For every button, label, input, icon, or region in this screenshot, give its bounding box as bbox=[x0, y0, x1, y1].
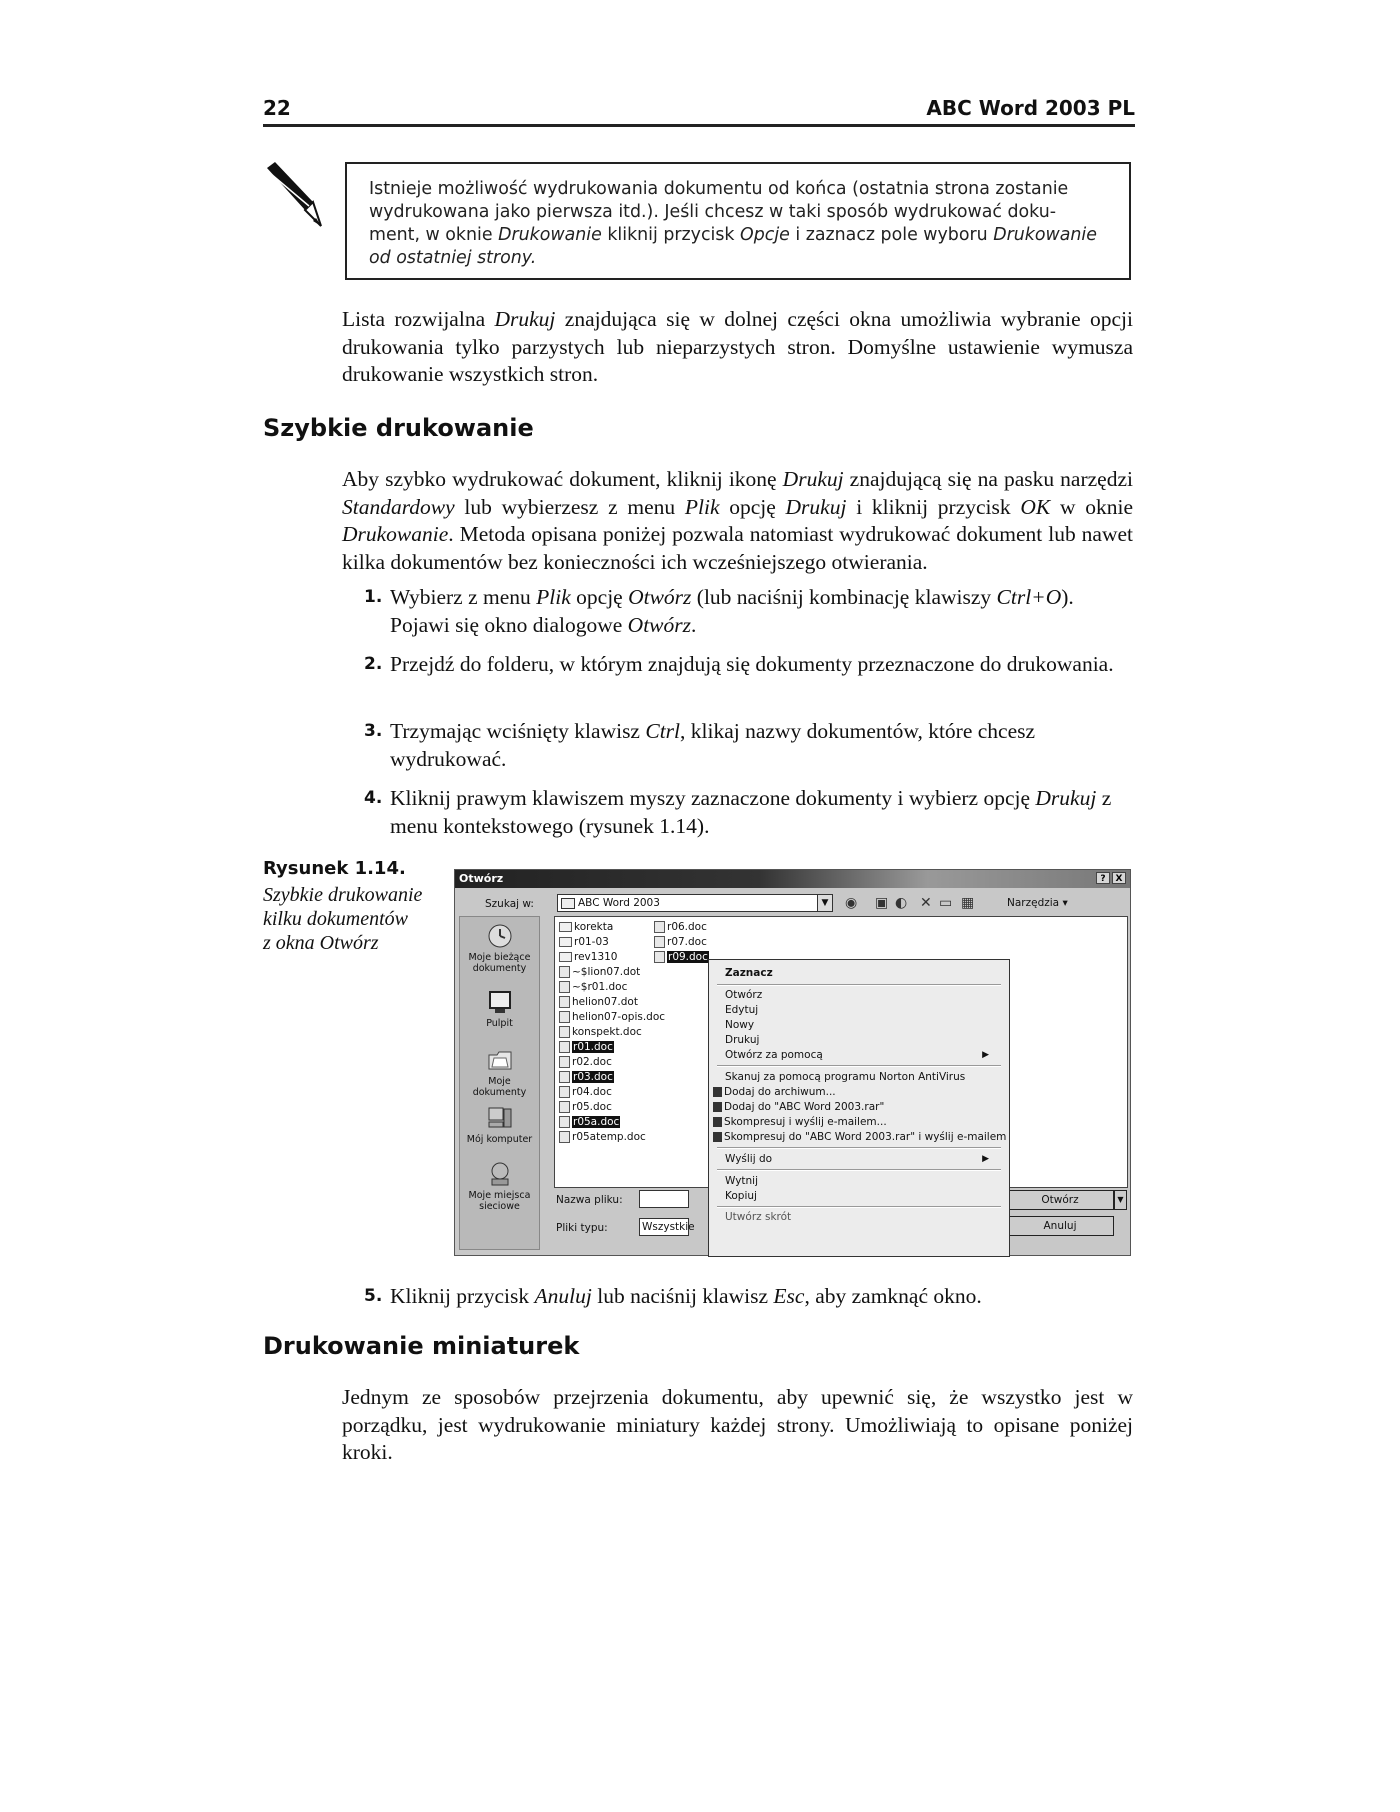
menu-item-open[interactable]: Otwórz bbox=[725, 989, 763, 1001]
book-title: ABC Word 2003 PL bbox=[926, 96, 1135, 120]
file-name: r09.doc bbox=[668, 951, 708, 963]
file-name: r05atemp.doc bbox=[572, 1131, 646, 1143]
step-text bbox=[390, 718, 1134, 773]
place-label: Moje dokumenty bbox=[472, 1076, 527, 1098]
file-name: r04.doc bbox=[572, 1086, 612, 1098]
paragraph bbox=[342, 466, 1133, 576]
caption-line: kilku dokumentów bbox=[263, 908, 408, 930]
file-name: r05.doc bbox=[572, 1101, 612, 1113]
header-rule bbox=[263, 124, 1135, 127]
menu-separator bbox=[717, 984, 1001, 986]
filetype-select[interactable] bbox=[639, 1218, 695, 1236]
file-list-item[interactable] bbox=[559, 995, 638, 1009]
file-list-item[interactable] bbox=[559, 980, 627, 994]
text-emphasis: Drukuj bbox=[494, 307, 556, 331]
filetype-label: Pliki typu: bbox=[556, 1222, 608, 1234]
text-emphasis: Plik bbox=[684, 494, 720, 519]
text-run: opcję bbox=[719, 494, 786, 519]
file-name: rev1310 bbox=[574, 951, 618, 963]
step-4 bbox=[364, 785, 1134, 840]
file-list-item[interactable] bbox=[654, 950, 709, 964]
text-emphasis: Ctrl bbox=[645, 719, 681, 743]
place-label: Mój komputer bbox=[466, 1134, 533, 1145]
up-folder-icon[interactable]: ▣ bbox=[875, 895, 889, 911]
tools-menu[interactable]: Narzędzia ▾ bbox=[1007, 897, 1068, 909]
word-document-icon bbox=[559, 1071, 570, 1083]
step-number: 5. bbox=[364, 1286, 383, 1306]
word-document-icon bbox=[559, 1131, 570, 1143]
paragraph bbox=[342, 306, 1133, 389]
context-menu bbox=[708, 959, 1010, 1257]
place-computer[interactable] bbox=[460, 1105, 539, 1145]
text-run: lub naciśnij klawisz bbox=[591, 1284, 774, 1308]
filename-input[interactable] bbox=[639, 1190, 689, 1208]
figure-label: Rysunek 1.14. bbox=[263, 858, 406, 879]
word-document-icon bbox=[559, 1086, 570, 1098]
text-run: Trzymając wciśnięty klawisz bbox=[390, 719, 646, 743]
step-number: 2. bbox=[364, 654, 383, 674]
word-document-icon bbox=[559, 966, 570, 978]
text-run: . Metoda opisana poniżej pozwala natomiast wydrukować dokument lub nawet kilka dokumentów bez konieczności ich wcześniejszego otwierania. bbox=[342, 522, 1133, 574]
page-number: 22 bbox=[263, 96, 291, 120]
file-name: konspekt.doc bbox=[572, 1026, 642, 1038]
file-list-item[interactable] bbox=[654, 935, 707, 949]
file-name: r06.doc bbox=[667, 921, 707, 933]
place-network[interactable] bbox=[460, 1161, 539, 1212]
cancel-button[interactable]: Anuluj bbox=[1006, 1216, 1114, 1236]
text-run: Kliknij przycisk bbox=[390, 1284, 535, 1308]
text-emphasis: Otwórz bbox=[627, 612, 691, 637]
computer-icon bbox=[486, 1105, 514, 1131]
views-icon[interactable]: ▦ bbox=[961, 895, 975, 911]
word-document-icon bbox=[559, 1116, 570, 1128]
menu-item-add-archive[interactable] bbox=[725, 1085, 836, 1099]
file-name: helion07.dot bbox=[572, 996, 638, 1008]
note-line: i zaznacz pole wyboru bbox=[789, 225, 994, 245]
place-label: Moje miejsca sieciowe bbox=[468, 1190, 531, 1212]
text-run: . bbox=[691, 612, 697, 637]
menu-item-create-shortcut[interactable]: Utwórz skrót bbox=[725, 1211, 792, 1223]
word-document-icon bbox=[654, 921, 665, 933]
menu-item-cut[interactable]: Wytnij bbox=[725, 1175, 759, 1187]
text-run: lub wybierzesz z menu bbox=[454, 494, 685, 519]
menu-item-label: Dodaj do archiwum... bbox=[724, 1086, 836, 1098]
chevron-down-icon[interactable]: ▼ bbox=[1114, 1190, 1127, 1210]
menu-separator bbox=[717, 1169, 1001, 1171]
text-emphasis: Ctrl+O bbox=[996, 585, 1062, 609]
documents-folder-icon bbox=[486, 1047, 514, 1073]
folder-icon bbox=[559, 922, 572, 932]
step-text bbox=[390, 785, 1134, 840]
filename-label: Nazwa pliku: bbox=[556, 1194, 623, 1206]
text-emphasis: Drukuj bbox=[785, 494, 847, 519]
file-name: r02.doc bbox=[572, 1056, 612, 1068]
clock-icon bbox=[486, 923, 514, 949]
step-number: 3. bbox=[364, 721, 383, 741]
file-list-item[interactable] bbox=[559, 935, 609, 949]
note-emphasis: Drukowanie bbox=[993, 225, 1097, 245]
place-label: Pulpit bbox=[486, 1018, 513, 1029]
text-run: Lista rozwijalna bbox=[342, 307, 495, 331]
menu-item-select[interactable]: Zaznacz bbox=[725, 967, 773, 979]
lookin-label: Szukaj w: bbox=[485, 898, 534, 910]
place-desktop[interactable] bbox=[460, 989, 539, 1029]
menu-item-add-rar[interactable] bbox=[725, 1100, 884, 1114]
word-document-icon bbox=[559, 981, 570, 993]
file-name: r03.doc bbox=[573, 1071, 613, 1083]
step-text: Przejdź do folderu, w którym znajdują się dokumenty przeznaczone do drukowania. bbox=[390, 652, 1114, 676]
chevron-down-icon: ▼ bbox=[817, 895, 832, 911]
text-emphasis: Drukowanie bbox=[342, 522, 449, 546]
text-run: w oknie bbox=[1050, 494, 1134, 519]
folder-icon bbox=[559, 952, 572, 962]
paragraph: Jednym ze sposobów przejrzenia dokumentu, aby upewnić się, że wszystko jest w porządku, jest wydrukowanie miniatury każdej strony. Umożliwiają to opisane poniżej kroki. bbox=[342, 1385, 1133, 1464]
note-emphasis: Opcje bbox=[740, 225, 790, 245]
step-5 bbox=[364, 1283, 1134, 1311]
desktop-icon bbox=[486, 989, 514, 1015]
section-heading: Drukowanie miniaturek bbox=[263, 1332, 580, 1360]
step-2 bbox=[364, 651, 1134, 679]
menu-item-open-with[interactable] bbox=[725, 1048, 995, 1062]
word-document-icon bbox=[559, 996, 570, 1008]
place-documents[interactable] bbox=[460, 1047, 539, 1098]
menu-item-norton-scan[interactable]: Skanuj za pomocą programu Norton AntiVirus bbox=[725, 1071, 966, 1083]
step-text bbox=[390, 1283, 1134, 1311]
caption-line: Szybkie drukowanie bbox=[263, 884, 423, 906]
menu-item-copy[interactable]: Kopiuj bbox=[725, 1190, 757, 1202]
file-name: r01.doc bbox=[573, 1041, 613, 1053]
step-1 bbox=[364, 584, 1134, 639]
dialog-titlebar bbox=[455, 870, 1130, 888]
file-name: r07.doc bbox=[667, 936, 707, 948]
filetype-value: Wszystkie bbox=[642, 1221, 695, 1233]
delete-icon[interactable]: ✕ bbox=[920, 895, 932, 911]
place-label: Moje bieżące dokumenty bbox=[468, 952, 531, 974]
file-list-item[interactable] bbox=[559, 1100, 612, 1114]
section-heading: Szybkie drukowanie bbox=[263, 414, 534, 442]
text-run: (lub naciśnij kombinację klawiszy bbox=[691, 585, 997, 609]
file-name: korekta bbox=[574, 921, 614, 933]
file-list-item[interactable] bbox=[654, 920, 707, 934]
menu-item-compress-email[interactable] bbox=[725, 1115, 887, 1129]
file-list-item[interactable] bbox=[559, 1055, 612, 1069]
text-run: Wybierz z menu bbox=[390, 585, 537, 609]
menu-separator bbox=[717, 1065, 1001, 1067]
figure-caption bbox=[263, 883, 443, 955]
menu-item-edit[interactable]: Edytuj bbox=[725, 1004, 759, 1016]
word-document-icon bbox=[559, 1041, 570, 1053]
word-document-icon bbox=[559, 1026, 570, 1038]
text-run: znajdująca się w dolnej części okna umożliwia wybranie opcji drukowania tylko parzystych lub nieparzystych stron. Domyślne ustawienie wymusza drukowanie wszystkich stron. bbox=[342, 307, 1133, 386]
close-button[interactable]: X bbox=[1112, 872, 1126, 884]
caption-line: z okna Otwórz bbox=[263, 932, 379, 954]
note-line: Istnieje możliwość wydrukowania dokumentu od końca (ostatnia strona zostanie bbox=[369, 179, 1069, 199]
lookin-dropdown[interactable] bbox=[557, 894, 833, 912]
menu-item-print[interactable]: Drukuj bbox=[725, 1034, 760, 1046]
file-name: r05a.doc bbox=[573, 1116, 620, 1128]
text-run: , aby zamknąć okno. bbox=[804, 1284, 982, 1308]
step-number: 4. bbox=[364, 788, 383, 808]
file-name: ~$r01.doc bbox=[572, 981, 628, 993]
file-list-item[interactable] bbox=[559, 1040, 614, 1054]
file-list-item[interactable] bbox=[559, 950, 617, 964]
file-list-item[interactable] bbox=[559, 1130, 646, 1144]
text-emphasis: Esc bbox=[773, 1284, 805, 1308]
word-document-icon bbox=[559, 1101, 570, 1113]
text-emphasis: Otwórz bbox=[628, 585, 692, 609]
open-dialog bbox=[454, 869, 1131, 1256]
file-list-item[interactable] bbox=[559, 965, 640, 979]
note-line: wydrukowana jako pierwsza itd.). Jeśli chcesz w taki sposób wydrukować doku- bbox=[369, 202, 1056, 222]
text-emphasis: Drukuj bbox=[782, 467, 844, 491]
menu-item-label: Skompresuj i wyślij e-mailem... bbox=[724, 1116, 887, 1128]
text-emphasis: Standardowy bbox=[342, 494, 455, 519]
folder-icon bbox=[561, 898, 575, 909]
file-list-item[interactable] bbox=[559, 1070, 614, 1084]
word-document-icon bbox=[559, 1056, 570, 1068]
text-emphasis: Plik bbox=[536, 585, 571, 609]
menu-item-label: Otwórz za pomocą bbox=[725, 1049, 823, 1061]
lookin-value: ABC Word 2003 bbox=[578, 897, 660, 909]
text-run: i kliknij przycisk bbox=[846, 494, 1021, 519]
winrar-icon bbox=[713, 1087, 722, 1097]
file-list-item[interactable] bbox=[559, 1025, 642, 1039]
text-run: z menu kontekstowego (rysunek 1.14). bbox=[390, 786, 1112, 838]
text-run: , klikaj nazwy dokumentów, które chcesz wydrukować. bbox=[390, 719, 1036, 771]
network-icon bbox=[486, 1161, 514, 1187]
file-name: ~$lion07.dot bbox=[572, 966, 641, 978]
text-emphasis: Drukuj bbox=[1035, 786, 1097, 810]
submenu-arrow-icon: ▶ bbox=[982, 1050, 989, 1060]
submenu-arrow-icon: ▶ bbox=[982, 1154, 989, 1164]
text-emphasis: OK bbox=[1020, 494, 1051, 519]
word-document-icon bbox=[654, 951, 665, 963]
note-line: ment, w oknie bbox=[369, 225, 499, 245]
note-box bbox=[345, 162, 1131, 280]
menu-separator bbox=[717, 1147, 1001, 1149]
word-document-icon bbox=[559, 1011, 570, 1023]
text-emphasis: Anuluj bbox=[534, 1284, 592, 1308]
winrar-icon bbox=[713, 1132, 722, 1142]
step-3 bbox=[364, 718, 1134, 773]
folder-icon bbox=[559, 937, 572, 947]
text-run: znajdującą się na pasku narzędzi bbox=[843, 467, 1133, 491]
back-icon[interactable]: ◉ bbox=[845, 895, 858, 911]
places-bar bbox=[459, 916, 540, 1250]
menu-item-new[interactable]: Nowy bbox=[725, 1019, 755, 1031]
menu-item-label: Wyślij do bbox=[725, 1153, 773, 1165]
help-button[interactable]: ? bbox=[1096, 872, 1110, 884]
file-list-item[interactable] bbox=[559, 1010, 665, 1024]
winrar-icon bbox=[713, 1117, 722, 1127]
file-list-item[interactable] bbox=[559, 920, 613, 934]
new-folder-icon[interactable]: ▭ bbox=[939, 895, 953, 911]
dialog-title: Otwórz bbox=[459, 872, 504, 885]
search-web-icon[interactable]: ◐ bbox=[895, 895, 908, 911]
place-recent[interactable] bbox=[460, 923, 539, 974]
step-number: 1. bbox=[364, 587, 383, 607]
word-document-icon bbox=[654, 936, 665, 948]
menu-item-compress-rar-email[interactable] bbox=[725, 1130, 1006, 1144]
note-emphasis: Drukowanie bbox=[498, 225, 602, 245]
text-run: ). Pojawi się okno dialogowe bbox=[390, 585, 1074, 637]
menu-item-label: Dodaj do "ABC Word 2003.rar" bbox=[724, 1101, 885, 1113]
file-list-item[interactable] bbox=[559, 1085, 612, 1099]
open-button[interactable]: Otwórz bbox=[1006, 1190, 1114, 1210]
note-emphasis: od ostatniej strony. bbox=[369, 248, 537, 268]
text-run: Aby szybko wydrukować dokument, kliknij ikonę bbox=[342, 467, 783, 491]
pencil-icon bbox=[263, 160, 327, 230]
note-text bbox=[369, 178, 1107, 270]
menu-separator bbox=[717, 1206, 1001, 1208]
menu-item-label: Skompresuj do "ABC Word 2003.rar" i wyślij e-mailem bbox=[724, 1131, 1007, 1143]
file-name: helion07-opis.doc bbox=[572, 1011, 666, 1023]
menu-item-send-to[interactable] bbox=[725, 1152, 995, 1166]
text-run: opcję bbox=[570, 585, 629, 609]
winrar-icon bbox=[713, 1102, 722, 1112]
file-name: r01-03 bbox=[574, 936, 609, 948]
text-run: Kliknij prawym klawiszem myszy zaznaczone dokumenty i wybierz opcję bbox=[390, 786, 1036, 810]
file-list-item[interactable] bbox=[559, 1115, 620, 1129]
step-text bbox=[390, 584, 1134, 639]
note-line: kliknij przycisk bbox=[601, 225, 741, 245]
